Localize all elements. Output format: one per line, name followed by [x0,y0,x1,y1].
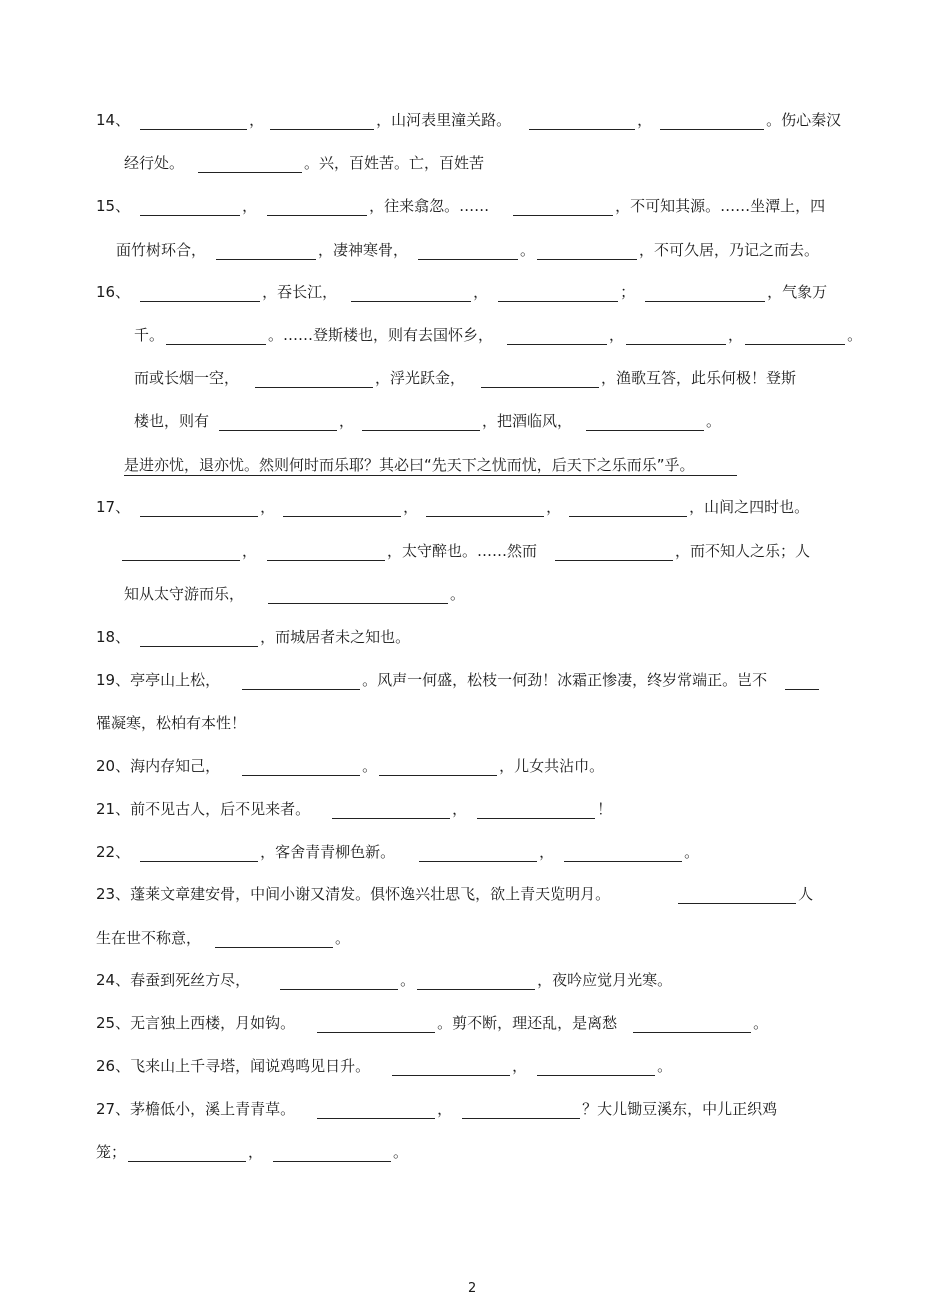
answer-blank[interactable] [426,503,544,517]
answer-blank[interactable] [140,633,258,647]
answer-blank[interactable] [351,288,471,302]
answer-blank[interactable] [633,1019,751,1033]
question-26: 26、飞来山上千寻塔，闻说鸡鸣见日升。 ， 。 [96,1057,673,1075]
answer-blank[interactable] [140,288,260,302]
answer-blank[interactable] [128,1148,246,1162]
answer-blank[interactable] [332,805,450,819]
answer-blank[interactable] [660,116,764,130]
question-24: 24、春蚕到死丝方尽， 。 ，夜吟应觉月光寒。 [96,971,673,989]
question-20: 20、海内存知己， 。 ，儿女共沾巾。 [96,757,605,775]
question-18: 18、 ，而城居者未之知也。 [96,628,411,646]
answer-blank[interactable] [419,848,537,862]
answer-blank[interactable] [216,246,316,260]
answer-blank[interactable] [745,331,845,345]
question-27-line-1: 27、茅檐低小，溪上青青草。 ， ？大儿锄豆溪东，中儿正织鸡 [96,1100,778,1118]
answer-blank[interactable] [267,202,367,216]
answer-blank[interactable] [280,976,398,990]
question-14-line-2: 经行处。 。兴，百姓苦。亡，百姓苦 [124,154,485,172]
answer-blank[interactable] [198,159,302,173]
answer-blank[interactable] [215,934,333,948]
answer-blank[interactable] [273,1148,391,1162]
answer-blank[interactable] [498,288,618,302]
answer-blank[interactable] [462,1105,580,1119]
page-number: 2 [468,1281,477,1296]
answer-blank[interactable] [140,848,258,862]
answer-blank[interactable] [564,848,682,862]
question-14-line-1: 14、 ， ，山河表里潼关路。 ， 。伤心秦汉 [96,111,842,129]
answer-blank[interactable] [140,202,240,216]
answer-blank[interactable] [569,503,687,517]
question-16-line-4: 楼也，则有 ， ，把酒临风， 。 [134,412,722,430]
answer-blank[interactable] [242,762,360,776]
question-16-line-5: 是进亦忧，退亦忧。然则何时而乐耶？其必曰“先天下之忧而忧，后天下之乐而乐”乎。 [124,455,737,476]
answer-blank[interactable] [270,116,374,130]
answer-blank[interactable] [267,547,385,561]
answer-blank[interactable] [283,503,401,517]
answer-blank[interactable] [122,547,240,561]
answer-blank[interactable] [645,288,765,302]
question-16-line-3: 而或长烟一空， ，浮光跃金， ，渔歌互答，此乐何极！登斯 [134,369,797,387]
answer-blank[interactable] [379,762,497,776]
answer-blank[interactable] [392,1062,510,1076]
answer-blank[interactable] [417,976,535,990]
answer-blank[interactable] [537,1062,655,1076]
question-17-line-2: ， ，太守醉也。……然而 ，而不知人之乐；人 [122,541,810,561]
answer-blank[interactable] [255,374,373,388]
question-23-line-1: 23、蓬莱文章建安骨，中间小谢又清发。俱怀逸兴壮思飞，欲上青天览明月。 人 [96,885,814,903]
answer-blank[interactable] [678,890,796,904]
answer-blank[interactable] [626,331,726,345]
answer-blank[interactable] [477,805,595,819]
answer-blank[interactable] [242,676,360,690]
question-22: 22、 ，客舍青青柳色新。 ， 。 [96,843,700,861]
question-19-line-1: 19、亭亭山上松， 。风声一何盛，松枝一何劲！冰霜正惨凄，终岁常端正。岂不 [96,670,821,690]
question-15-line-1: 15、 ， ，往来翕忽。…… ，不可知其源。……坐潭上，四 [96,197,826,215]
question-27-line-2: 笼； ， 。 [96,1143,409,1161]
answer-blank[interactable] [555,547,673,561]
answer-blank[interactable] [529,116,635,130]
question-19-line-2: 罹凝寒，松柏有本性！ [96,714,247,732]
answer-blank[interactable] [418,246,518,260]
question-21: 21、前不见古人，后不见来者。 ， ！ [96,800,613,818]
answer-blank[interactable] [362,417,480,431]
answer-blank[interactable] [140,116,247,130]
question-16-line-1: 16、 ，吞长江， ， ； ，气象万 [96,283,828,301]
question-23-line-2: 生在世不称意， 。 [96,929,351,947]
question-16-line-2: 千。 。……登斯楼也，则有去国怀乡， ， ， 。 [134,326,863,344]
answer-blank[interactable] [513,202,613,216]
answer-blank[interactable] [219,417,337,431]
answer-blank[interactable] [785,676,819,690]
answer-blank[interactable] [317,1105,435,1119]
answer-blank[interactable] [481,374,599,388]
answer-blank[interactable] [507,331,607,345]
question-17-line-1: 17、 ， ， ， ，山间之四时也。 [96,498,810,516]
answer-blank[interactable] [166,331,266,345]
answer-blank[interactable] [537,246,637,260]
answer-blank[interactable] [268,590,448,604]
answer-blank[interactable] [140,503,258,517]
answer-blank[interactable] [317,1019,435,1033]
question-15-line-2: 面竹树环合， ，凄神寒骨， 。 ，不可久居，乃记之而去。 [116,241,820,259]
question-25: 25、无言独上西楼，月如钩。 。剪不断，理还乱，是离愁 。 [96,1014,769,1032]
question-17-line-3: 知从太守游而乐， 。 [124,585,466,603]
answer-blank[interactable] [586,417,704,431]
